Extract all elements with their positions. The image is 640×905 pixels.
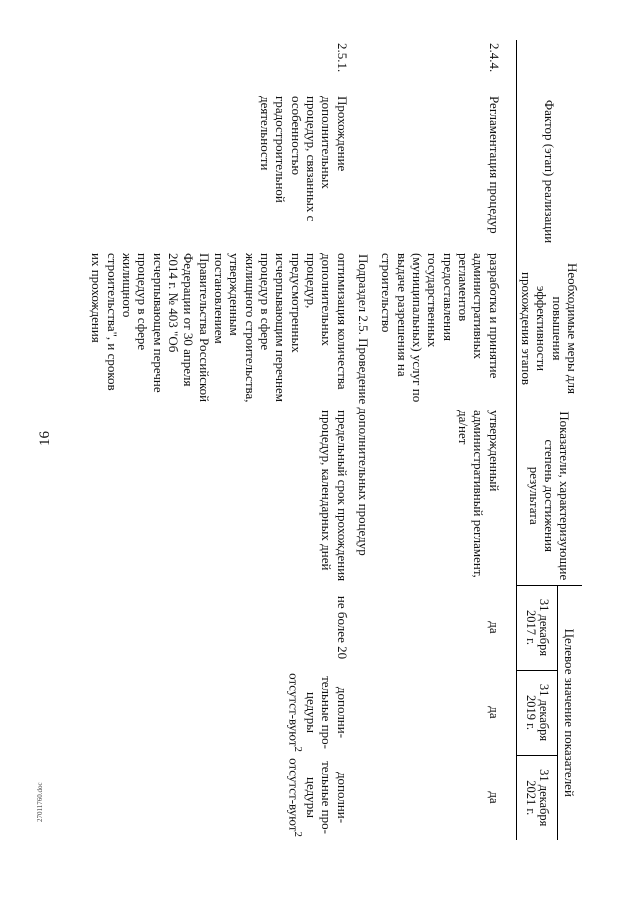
targets-table	[87, 40, 582, 840]
row-value-2019	[87, 670, 352, 755]
table-row	[87, 40, 352, 840]
date-header-2019: 31 декабря 2019 г.	[516, 670, 557, 755]
page-number: 16	[37, 431, 53, 446]
value-text: дополни-тельные про-цедуры отсутст-вуют	[286, 758, 350, 834]
row-indicator: предельный срок прохождения процедур, календарных дней	[319, 410, 350, 582]
row-measures: разработка и принятие административных регламентов предоставления государственных (муниципальных) услуг по выдаче разрешения на строительство	[379, 253, 502, 403]
num-header	[516, 40, 582, 93]
row-factor: Прохождение дополнительных процедур, связанных с особенностью градостроительной деятельности	[258, 96, 350, 222]
date-header-2017: 31 декабря 2017 г.	[516, 585, 557, 670]
row-measures: оптимизация количества дополнительных процедур, предусмотренных исчерпывающим перечнем процедур в сфере жилищного строительства, утвержденным постановлением Правительства Российской Федерации от 30 апреля 2014 г. № 403 "Об исчерпывающем перечне процедур в сфере жилищного строительства", и сроков их прохождения	[89, 253, 350, 403]
indicators-header: Показатели, характеризующие степень достижения результата	[516, 407, 582, 585]
target-header: Целевое значение показателей	[557, 585, 582, 840]
footnote-mark: 2	[291, 746, 304, 752]
document-id: 27011760.doc	[36, 782, 44, 822]
rotated-table-container	[52, 40, 582, 840]
footnote-mark: 2	[291, 831, 304, 837]
row-number: 2.4.4.	[486, 43, 502, 73]
row-number: 2.5.1.	[334, 43, 350, 73]
row-value-2021	[87, 755, 352, 840]
row-factor: Регламентация процедур	[486, 96, 502, 234]
date-header-2021: 31 декабря 2021 г.	[516, 755, 557, 840]
factor-header: Фактор (этап) реализации	[516, 93, 582, 250]
row-value-2019: да	[486, 706, 502, 719]
row-value-2017: не более 20	[334, 595, 350, 660]
section-title: Подраздел 2.5. Проведение дополнительных процедур	[356, 254, 372, 556]
section-row	[352, 40, 377, 840]
table-row	[377, 40, 516, 840]
row-indicator: утвержденный административный регламент, да/нет	[456, 410, 502, 578]
row-value-2017: да	[486, 621, 502, 634]
value-text: дополни-тельные про-цедуры отсутст-вуют	[286, 673, 350, 749]
measures-header: Необходимые меры для повышения эффективности прохождения этапов	[516, 250, 582, 407]
row-value-2021: да	[486, 791, 502, 804]
